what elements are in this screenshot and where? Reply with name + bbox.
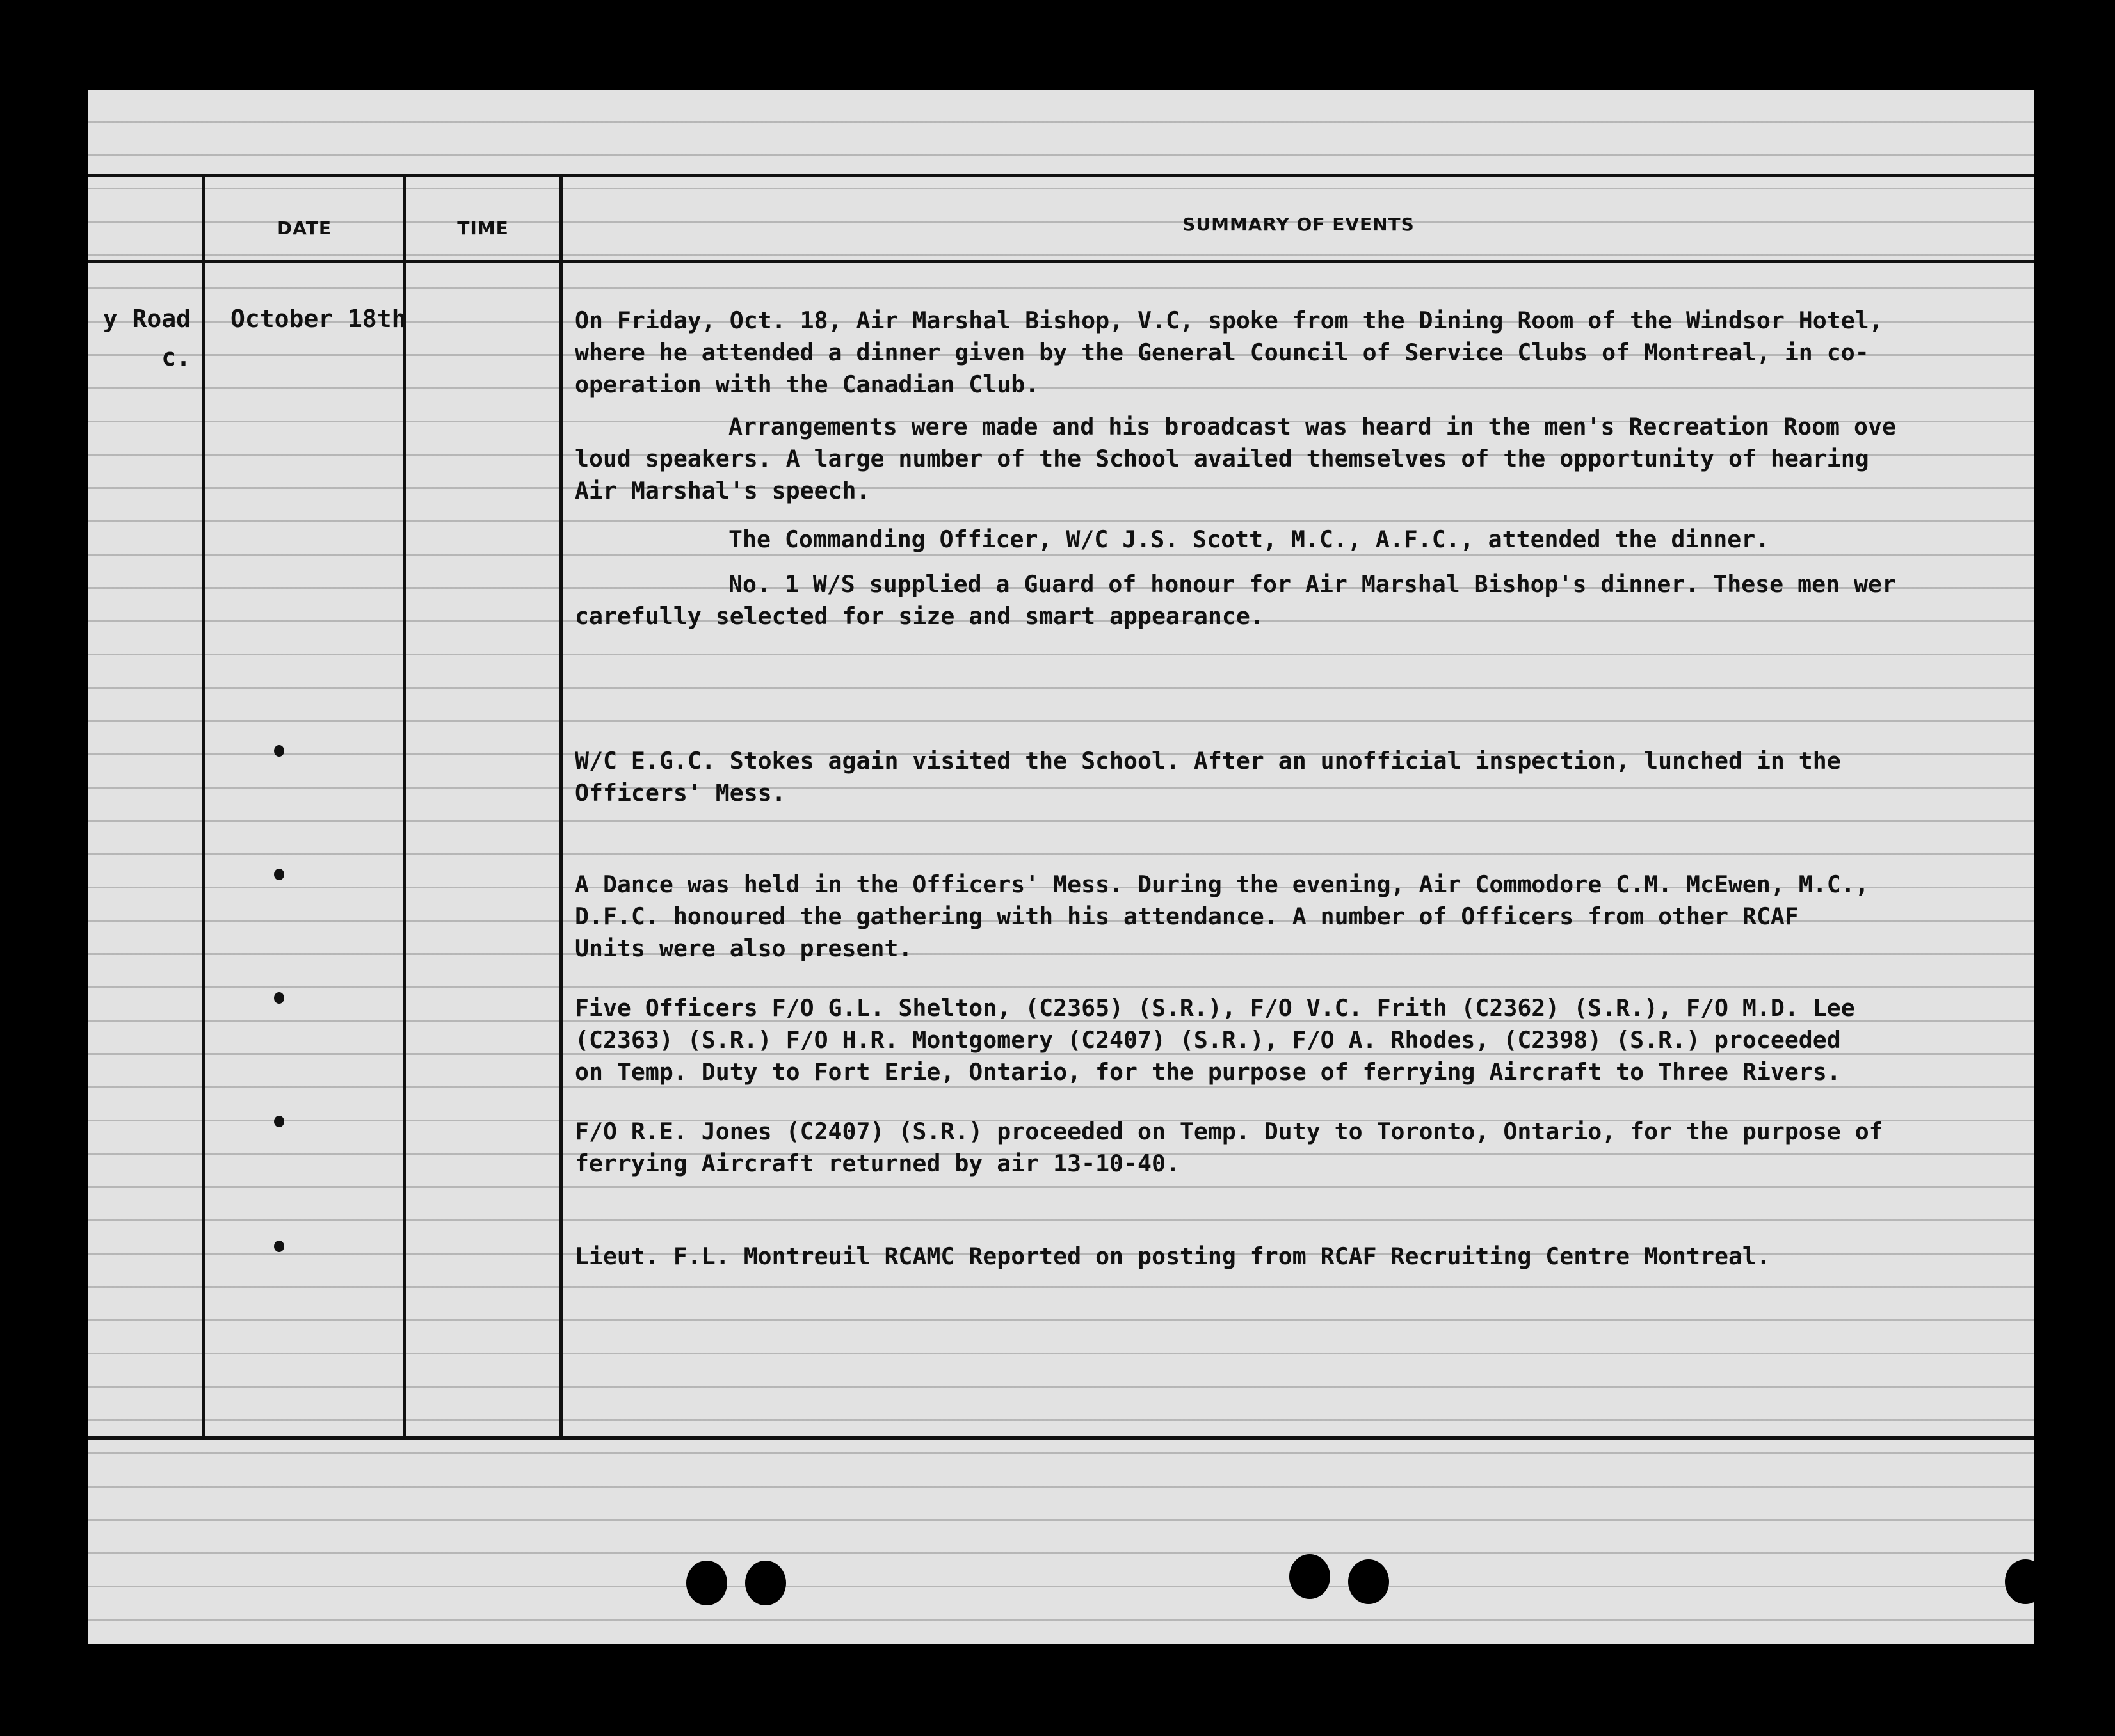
ditto-mark: [274, 1116, 284, 1127]
entry-paragraph: [575, 1241, 2025, 1273]
entry-line: Arrangements were made and his broadcast was heard in the men's Recreation Room ove: [728, 413, 1896, 440]
entry-line: W/C E.G.C. Stokes again visited the School. After an unofficial inspection, lunched in the: [575, 747, 1841, 775]
entry-paragraph: [575, 524, 2025, 556]
log-entry-bishop-broadcast: [575, 305, 2025, 632]
film-perforation: [2005, 1559, 2046, 1604]
entry-paragraph: [575, 992, 2025, 1088]
entry-paragraph: [575, 305, 2025, 401]
entry-line: F/O R.E. Jones (C2407) (S.R.) proceeded on Temp. Duty to Toronto, Ontario, for the purpose of: [575, 1118, 1883, 1145]
ditto-mark: [274, 745, 284, 757]
header-bottom-rule: [88, 260, 2034, 263]
entry-line: No. 1 W/S supplied a Guard of honour for Air Marshal Bishop's dinner. These men wer: [728, 570, 1896, 598]
film-perforation: [745, 1561, 786, 1605]
sheet-bottom-rule: [88, 1436, 2034, 1440]
entry-line: where he attended a dinner given by the General Council of Service Clubs of Montreal, in co-: [575, 339, 1869, 366]
film-perforation: [686, 1561, 727, 1605]
ditto-mark: [274, 869, 284, 880]
log-entry-ferrying-toronto: [575, 1116, 2025, 1180]
date-time-column-rule: [403, 174, 406, 1439]
film-perforation: [1348, 1559, 1389, 1604]
ditto-mark: [274, 1241, 284, 1252]
time-header: TIME: [457, 218, 509, 239]
entry-line: Lieut. F.L. Montreuil RCAMC Reported on posting from RCAF Recruiting Centre Montreal.: [575, 1242, 1771, 1270]
date-header: DATE: [277, 218, 332, 239]
entry-paragraph: [575, 1116, 2025, 1180]
time-summary-column-rule: [559, 174, 563, 1439]
entry-line: loud speakers. A large number of the School availed themselves of the opportunity of hearing: [575, 445, 1869, 472]
entry-line: A Dance was held in the Officers' Mess. During the evening, Air Commodore C.M. McEwen, M.C.,: [575, 871, 1869, 898]
log-entry-montreuil-posting: [575, 1241, 2025, 1273]
entry-line: The Commanding Officer, W/C J.S. Scott, M.C., A.F.C., attended the dinner.: [728, 526, 1770, 553]
ditto-mark: [274, 992, 284, 1004]
entry-line: Five Officers F/O G.L. Shelton, (C2365) (S.R.), F/O V.C. Frith (C2362) (S.R.), F/O M.D. Lee: [575, 994, 1855, 1022]
entry-line: (C2363) (S.R.) F/O H.R. Montgomery (C2407) (S.R.), F/O A. Rhodes, (C2398) (S.R.) proceeded: [575, 1026, 1841, 1054]
margin-line: y Road: [102, 305, 191, 333]
log-sheet: [88, 90, 2034, 1644]
log-entry-officers-dance: [575, 869, 2025, 965]
entry-line: Air Marshal's speech.: [575, 477, 871, 504]
entry-line: Officers' Mess.: [575, 779, 786, 807]
left-column-rule: [202, 174, 205, 1439]
entry-line: On Friday, Oct. 18, Air Marshal Bishop, V.C, spoke from the Dining Room of the Windsor Hotel,: [575, 307, 1883, 334]
entry-line: Units were also present.: [575, 935, 913, 962]
summary-of-events-header: SUMMARY OF EVENTS: [1182, 214, 1415, 235]
entry-paragraph: [575, 869, 2025, 965]
entry-line: ferrying Aircraft returned by air 13-10-40.: [575, 1150, 1180, 1177]
entry-line: D.F.C. honoured the gathering with his attendance. A number of Officers from other RCAF: [575, 903, 1799, 930]
header-top-rule: [88, 174, 2034, 177]
log-entry-ferrying-fort-erie: [575, 992, 2025, 1088]
entry-line: carefully selected for size and smart appearance.: [575, 602, 1264, 630]
margin-cut-text: [88, 305, 191, 382]
entry-paragraph: [575, 745, 2025, 809]
film-perforation: [1289, 1554, 1330, 1599]
entry-paragraph: [575, 568, 2025, 632]
log-entry-stokes-visit: [575, 745, 2025, 809]
entry-paragraph: [575, 411, 2025, 507]
entry-line: on Temp. Duty to Fort Erie, Ontario, for the purpose of ferrying Aircraft to Three Rivers.: [575, 1058, 1841, 1086]
date-october-18th: October 18th: [230, 305, 406, 333]
margin-line: c.: [161, 343, 191, 371]
entry-line: operation with the Canadian Club.: [575, 371, 1040, 398]
